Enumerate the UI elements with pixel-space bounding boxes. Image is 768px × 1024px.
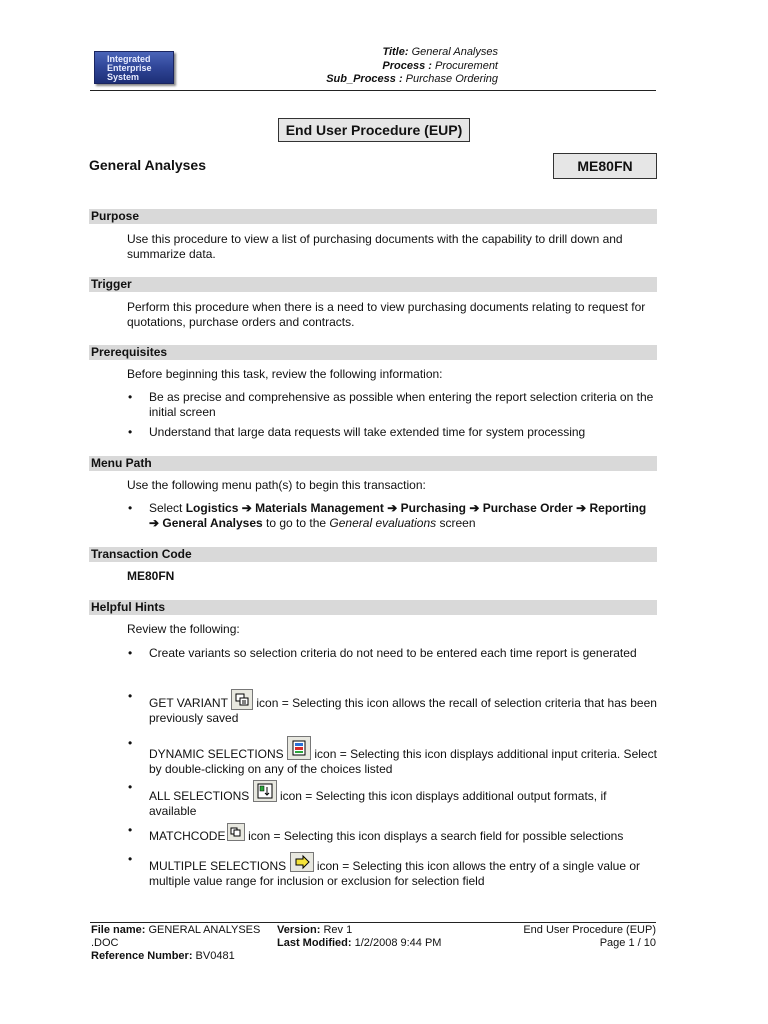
get-variant-icon	[231, 689, 253, 710]
page-number: Page 1 / 10	[599, 937, 656, 949]
multiple-selections-icon	[290, 852, 314, 872]
arrow-right-icon: ➔	[241, 501, 252, 515]
hint-label: DYNAMIC SELECTIONS	[149, 747, 284, 761]
process-label: Process :	[382, 59, 432, 72]
footer-right	[480, 924, 656, 950]
hint-description: icon = Selecting this icon displays additional output formats, if available	[149, 789, 607, 818]
dynamic-selections-icon	[287, 736, 311, 760]
bullet-dot: •	[128, 501, 133, 515]
logo-line: Enterprise	[107, 63, 152, 73]
hint-description: icon = Selecting this icon displays a search field for possible selections	[248, 829, 624, 843]
hint-label: GET VARIANT	[149, 696, 228, 710]
subprocess-value: Purchase Ordering	[405, 73, 498, 85]
section-heading-purpose: Purpose	[89, 209, 657, 224]
menu-path-step: Purchasing	[400, 501, 466, 515]
last-modified-value: 1/2/2008 9:44 PM	[354, 937, 442, 949]
title-label: Title:	[382, 46, 409, 58]
version-value: Rev 1	[323, 924, 353, 936]
prerequisite-item: Be as precise and comprehensive as possible when entering the report selection criteria on the initial screen	[149, 390, 654, 419]
hint-label: MATCHCODE	[149, 829, 226, 843]
menu-path-step: General Analyses	[162, 516, 263, 530]
hint-item: Create variants so selection criteria do not need to be entered each time report is generated	[149, 646, 637, 660]
transaction-code-value: ME80FN	[127, 569, 175, 583]
arrow-right-icon: ➔	[149, 516, 160, 530]
matchcode-icon	[227, 823, 245, 841]
section-heading-prerequisites: Prerequisites	[89, 345, 657, 360]
hint-label: MULTIPLE SELECTIONS	[149, 859, 287, 873]
file-name-label: File name:	[91, 924, 146, 936]
menu-path-step: Purchase Order	[482, 501, 573, 515]
transaction-code-box: ME80FN	[553, 153, 657, 179]
hint-item	[149, 852, 657, 889]
arrow-right-icon: ➔	[387, 501, 398, 515]
menu-path-goto: to go to the	[266, 516, 327, 530]
menu-path-step: Materials Management	[255, 501, 384, 515]
logo-line: System	[107, 72, 140, 82]
hint-item	[149, 823, 657, 844]
hint-item	[149, 780, 657, 819]
bullet-dot: •	[128, 425, 133, 439]
bullet-dot: •	[128, 852, 133, 866]
header-info	[240, 46, 498, 87]
footer-eup: End User Procedure (EUP)	[523, 924, 656, 936]
process-value: Procurement	[435, 59, 498, 72]
bullet-dot: •	[128, 390, 133, 404]
file-name-ext: .DOC	[91, 937, 119, 949]
menu-path-screen: screen	[439, 516, 476, 530]
menu-path-select: Select	[149, 501, 183, 515]
trigger-text: Perform this procedure when there is a need to view purchasing documents relating to request for quotations, purchase orders and contracts.	[127, 300, 646, 329]
bullet-dot: •	[128, 736, 133, 750]
file-name-value: GENERAL ANALYSES	[148, 924, 261, 936]
section-heading-menu-path: Menu Path	[89, 456, 657, 471]
arrow-right-icon: ➔	[469, 501, 480, 515]
section-heading-trigger: Trigger	[89, 277, 657, 292]
hint-description: icon = Selecting this icon allows the entry of a single value or multiple value range for inclusion or exclusion for selection field	[149, 859, 641, 888]
hint-description: icon = Selecting this icon allows the recall of selection criteria that has been previously saved	[149, 696, 657, 725]
last-modified-label: Last Modified:	[277, 937, 352, 949]
prerequisites-intro: Before beginning this task, review the following information:	[127, 367, 443, 381]
all-selections-icon	[253, 780, 277, 802]
page-title: General Analyses	[89, 157, 206, 173]
company-logo	[94, 51, 174, 84]
section-heading-helpful-hints: Helpful Hints	[89, 600, 657, 615]
bullet-dot: •	[128, 780, 133, 794]
purpose-text: Use this procedure to view a list of purchasing documents with the capability to drill down and summarize data.	[127, 232, 623, 261]
menu-path-item	[149, 501, 657, 531]
hint-description: icon = Selecting this icon displays additional input criteria. Select by double-clicking on any of the choices listed	[149, 747, 657, 776]
subprocess-label: Sub_Process :	[326, 73, 403, 85]
menu-path-step: Logistics	[185, 501, 239, 515]
menu-path-screen-name: General evaluations	[329, 516, 437, 530]
eup-title-box: End User Procedure (EUP)	[278, 118, 470, 142]
header-divider	[90, 90, 656, 91]
prerequisite-item: Understand that large data requests will take extended time for system processing	[149, 425, 586, 439]
bullet-dot: •	[128, 646, 133, 660]
section-heading-transaction-code: Transaction Code	[89, 547, 657, 562]
hint-label: ALL SELECTIONS	[149, 789, 250, 803]
footer-file	[91, 924, 276, 963]
helpful-hints-intro: Review the following:	[127, 622, 240, 636]
reference-number-value: BV0481	[195, 950, 235, 962]
menu-path-step: Reporting	[589, 501, 647, 515]
footer-version	[277, 924, 497, 950]
hint-item	[149, 689, 657, 726]
title-value: General Analyses	[411, 46, 498, 58]
version-label: Version:	[277, 924, 321, 936]
reference-number-label: Reference Number:	[91, 950, 193, 962]
arrow-right-icon: ➔	[576, 501, 587, 515]
logo-line: Integrated	[107, 54, 151, 64]
bullet-dot: •	[128, 689, 133, 703]
hint-item	[149, 736, 657, 777]
menu-path-intro: Use the following menu path(s) to begin this transaction:	[127, 478, 426, 492]
footer-divider	[90, 922, 656, 923]
bullet-dot: •	[128, 823, 133, 837]
